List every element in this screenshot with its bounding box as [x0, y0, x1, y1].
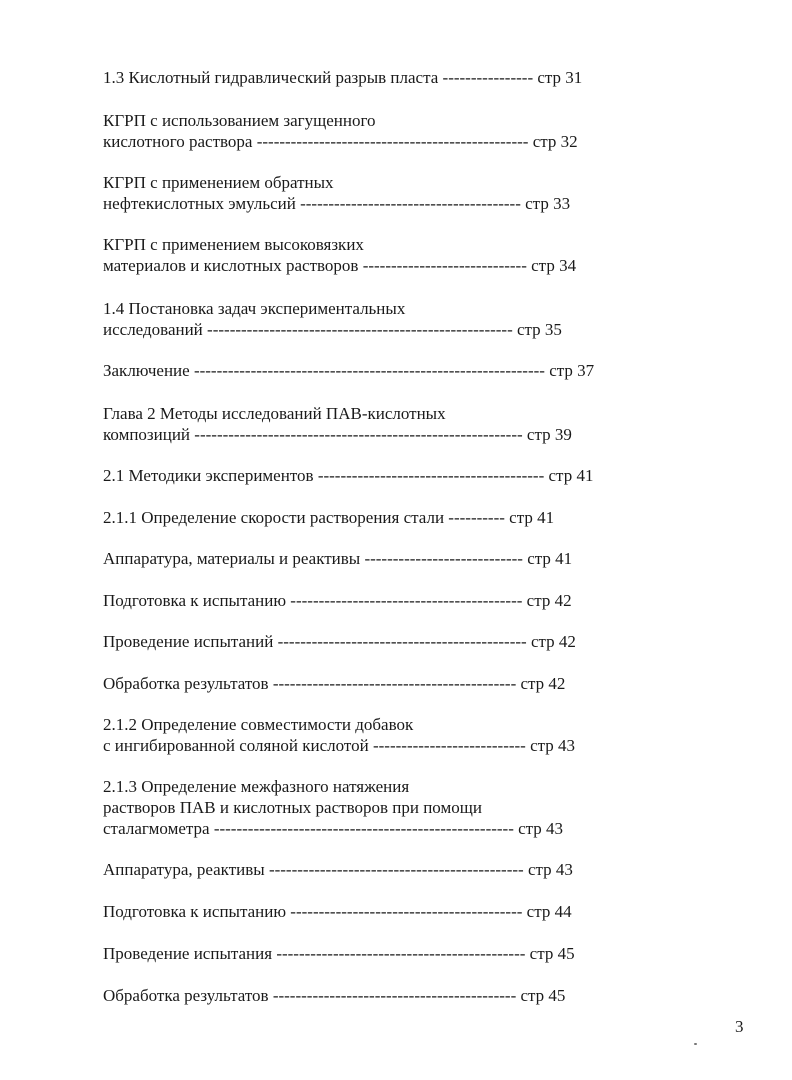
toc-entry-title: 2.1.2 Определение совместимости добавок: [103, 715, 414, 734]
toc-entry: [103, 631, 576, 652]
toc-entry-title: композиций: [103, 425, 191, 444]
toc-entry: [103, 110, 578, 152]
toc-entry-page: стр 32: [532, 132, 578, 151]
toc-entry-page: стр 39: [526, 425, 572, 444]
toc-entry-title: КГРП с применением обратных: [103, 173, 334, 192]
toc-entry-line: [103, 714, 575, 735]
toc-entry-leader: ----------------------------------------: [317, 466, 545, 485]
toc-entry-page: стр 45: [529, 944, 575, 963]
toc-entry-title: кислотного раствора: [103, 132, 253, 151]
toc-entry: [103, 172, 570, 214]
toc-entry-line: [103, 110, 578, 131]
toc-entry-line: [103, 234, 576, 255]
toc-entry-title: материалов и кислотных растворов: [103, 256, 359, 275]
toc-entry: [103, 298, 562, 340]
toc-entry-page: стр 43: [518, 819, 564, 838]
toc-entry-leader: --------------------------------------------: [276, 944, 526, 963]
toc-entry-leader: -------------------------------------------: [272, 986, 517, 1005]
toc-entry-page: стр 43: [530, 736, 576, 755]
toc-entry-page: стр 42: [530, 632, 576, 651]
toc-entry-title: Обработка результатов: [103, 986, 269, 1005]
toc-entry-line: [103, 859, 573, 880]
toc-entry-line: [103, 255, 576, 276]
toc-entry: [103, 714, 575, 756]
toc-entry-page: стр 31: [537, 68, 583, 87]
toc-entry-line: [103, 403, 572, 424]
toc-entry-title: Обработка результатов: [103, 674, 269, 693]
toc-entry-line: [103, 673, 565, 694]
toc-entry: [103, 590, 572, 611]
toc-entry-leader: ----------------: [442, 68, 534, 87]
toc-entry-title: Проведение испытаний: [103, 632, 274, 651]
toc-entry-title: Аппаратура, материалы и реактивы: [103, 549, 361, 568]
toc-entry-line: [103, 901, 572, 922]
toc-entry: [103, 859, 573, 880]
toc-entry: [103, 943, 575, 964]
toc-entry-page: стр 33: [525, 194, 571, 213]
toc-entry: [103, 548, 572, 569]
toc-entry-title: 2.1.3 Определение межфазного натяжения: [103, 777, 410, 796]
toc-entry-leader: --------------------------------------------------------------: [193, 361, 545, 380]
toc-entry-line: [103, 797, 563, 818]
toc-entry-title: Заключение: [103, 361, 190, 380]
toc-entry-line: [103, 172, 570, 193]
toc-entry-page: стр 41: [509, 508, 555, 527]
toc-entry-title: 2.1 Методики экспериментов: [103, 466, 314, 485]
toc-entry-page: стр 42: [526, 591, 572, 610]
scan-speck: [694, 1043, 697, 1045]
toc-entry-line: [103, 590, 572, 611]
toc-entry-leader: ----------: [448, 508, 505, 527]
toc-entry-title: Проведение испытания: [103, 944, 273, 963]
toc-entry: [103, 901, 572, 922]
toc-entry-leader: -----------------------------------------: [290, 902, 523, 921]
toc-entry-line: [103, 631, 576, 652]
toc-entry-page: стр 44: [526, 902, 572, 921]
toc-entry-title: Глава 2 Методы исследований ПАВ-кислотных: [103, 404, 446, 423]
toc-entry-leader: ------------------------------------------------------: [207, 320, 513, 339]
toc-entry-line: [103, 67, 582, 88]
toc-entry-title: 1.4 Постановка задач экспериментальных: [103, 299, 406, 318]
toc-entry: [103, 985, 565, 1006]
toc-entry-line: [103, 735, 575, 756]
toc-entry-line: [103, 319, 562, 340]
toc-entry-line: [103, 193, 570, 214]
toc-entry-title: исследований: [103, 320, 203, 339]
toc-entry-line: [103, 424, 572, 445]
toc-entry-page: стр 34: [531, 256, 577, 275]
toc-entry-line: [103, 548, 572, 569]
toc-entry-leader: --------------------------------------------: [277, 632, 527, 651]
toc-entry: [103, 360, 594, 381]
toc-entry-leader: ---------------------------------------------: [268, 860, 524, 879]
toc-entry: [103, 776, 563, 839]
toc-entry-leader: ---------------------------------------: [300, 194, 521, 213]
toc-entry: [103, 507, 554, 528]
toc-entry: [103, 234, 576, 276]
toc-entry-title: 2.1.1 Определение скорости растворения стали: [103, 508, 445, 527]
toc-entry-title: Аппаратура, реактивы: [103, 860, 265, 879]
toc-entry-line: [103, 943, 575, 964]
toc-entry-page: стр 43: [527, 860, 573, 879]
toc-entry-leader: -----------------------------: [362, 256, 527, 275]
toc-entry-title: Подготовка к испытанию: [103, 591, 287, 610]
toc-entry-title: 1.3 Кислотный гидравлический разрыв пласта: [103, 68, 439, 87]
toc-entry-line: [103, 131, 578, 152]
toc-entry-leader: -----------------------------------------: [290, 591, 523, 610]
toc-entry-line: [103, 818, 563, 839]
toc-entry-title: растворов ПАВ и кислотных растворов при помощи: [103, 798, 482, 817]
page-number: 3: [735, 1017, 744, 1036]
toc-entry-line: [103, 465, 593, 486]
toc-entry-line: [103, 298, 562, 319]
toc-entry-page: стр 37: [549, 361, 595, 380]
toc-entry-page: стр 35: [517, 320, 562, 339]
toc-entry-title: КГРП с использованием загущенного: [103, 111, 376, 130]
toc-entry-leader: ------------------------------------------------: [256, 132, 529, 151]
toc-entry: [103, 673, 565, 694]
toc-entry-page: стр 45: [520, 986, 566, 1005]
toc-entry: [103, 67, 582, 88]
toc-entry: [103, 403, 572, 445]
toc-entry-line: [103, 985, 565, 1006]
toc-entry-page: стр 41: [527, 549, 573, 568]
toc-entry-title: с ингибированной соляной кислотой: [103, 736, 369, 755]
toc-entry-page: стр 41: [548, 466, 594, 485]
toc-entry: [103, 465, 593, 486]
toc-entry-leader: ----------------------------: [364, 549, 523, 568]
toc-entry-title: КГРП с применением высоковязких: [103, 235, 364, 254]
toc-entry-line: [103, 507, 554, 528]
toc-entry-page: стр 42: [520, 674, 566, 693]
toc-entry-leader: -------------------------------------------: [272, 674, 517, 693]
toc-entry-title: нефтекислотных эмульсий: [103, 194, 296, 213]
toc-entry-leader: ---------------------------: [372, 736, 526, 755]
toc-entry-line: [103, 776, 563, 797]
toc-entry-line: [103, 360, 594, 381]
toc-entry-title: Подготовка к испытанию: [103, 902, 287, 921]
toc-entry-leader: -----------------------------------------------------: [213, 819, 514, 838]
toc-entry-title: сталагмометра: [103, 819, 210, 838]
toc-entry-leader: ----------------------------------------------------------: [194, 425, 523, 444]
